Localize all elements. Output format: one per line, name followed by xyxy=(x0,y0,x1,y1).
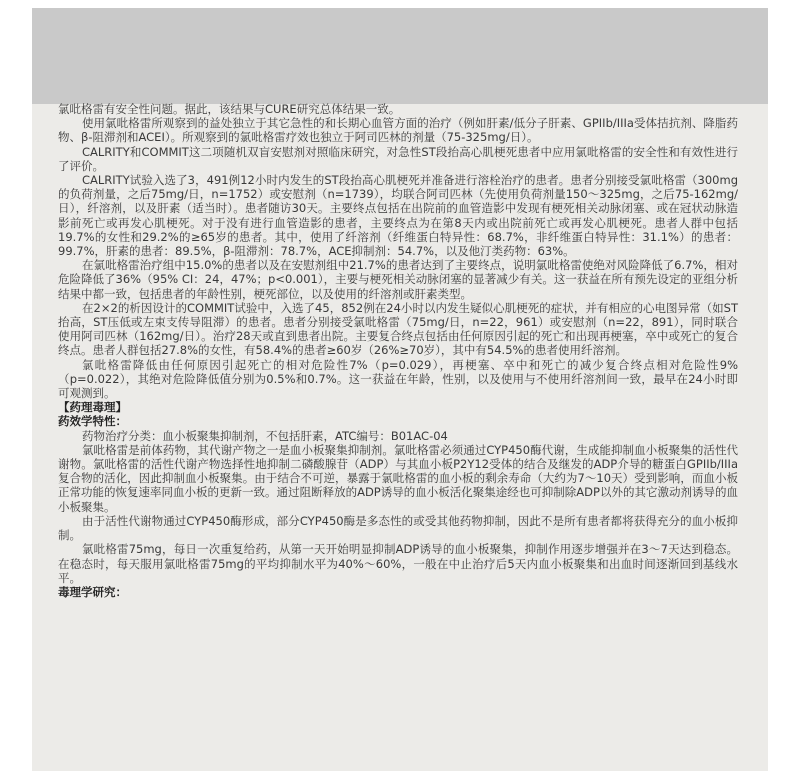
scan-shadow-band xyxy=(32,8,768,104)
section-heading: 【药理毒理】 xyxy=(58,400,127,415)
paragraph: 在氯吡格雷治疗组中15.0%的患者以及在安慰剂组中21.7%的患者达到了主要终点，说明氯吡格雷使绝对风险降低了6.7%，相对危险降低了36%（95% CI：24，47%；p<0.001），主要与梗死相关动脉闭塞的显著减少有关。这一获益在所有预先设定的亚组分析结果中都一致，包括患者的年龄性别，梗死部位，以及使用的纤溶剂或肝素类型。 xyxy=(58,258,738,301)
paragraph: 氯吡格雷有安全性问题。据此，该结果与CURE研究总体结果一致。 xyxy=(58,102,401,116)
paragraph: 氯吡格雷75mg，每日一次重复给药，从第一天开始明显抑制ADP诱导的血小板聚集，抑制作用逐步增强并在3～7天达到稳态。在稳态时，每天服用氯吡格雷75mg的平均抑制水平为40%～60%，一般在中止治疗后5天内血小板聚集和出血时间逐渐回到基线水平。 xyxy=(58,542,738,585)
paragraph: 使用氯吡格雷所观察到的益处独立于其它急性的和长期心血管方面的治疗（例如肝素/低分子肝素、GPIIb/IIIa受体拮抗剂、降脂药物、β-阻滞剂和ACEI）。所观察到的氯吡格雷疗效也独立于阿司匹林的剂量（75-325mg/日）。 xyxy=(58,116,738,145)
paragraph: 在2×2的析因设计的COMMIT试验中，入选了45，852例在24小时以内发生疑似心肌梗死的症状，并有相应的心电图异常（如ST抬高，ST压低或左束支传导阻滞）的患者。患者分别接受氯吡格雷（75mg/日，n=22，961）或安慰剂（n=22，891），同时联合使用阿司匹林（162mg/日）。治疗28天或直到患者出院。主要复合终点包括由任何原因引起的死亡和出现再梗塞，卒中或死亡的复合终点。患者人群包括27.8%的女性，有58.4%的患者≥60岁（26%≥70岁），其中有54.5%的患者使用纤溶剂。 xyxy=(58,300,738,358)
paragraph: 氯吡格雷降低由任何原因引起死亡的相对危险性7%（p=0.029），再梗塞、卒中和死亡的减少复合终点相对危险性9%（p=0.022），其绝对危险降低值分别为0.5%和0.7%。这一获益在年龄，性别，以及使用与不使用纤溶剂间一致，最早在24小时即可观测到。 xyxy=(58,357,738,401)
paragraph: 由于活性代谢物通过CYP450酶形成，部分CYP450酶是多态性的或受其他药物抑制，因此不是所有患者都将获得充分的血小板抑制。 xyxy=(58,513,738,543)
paragraph: 药物治疗分类：血小板聚集抑制剂，不包括肝素，ATC编号：B01AC-04 xyxy=(82,428,448,443)
paragraph: CALRITY和COMMIT这二项随机双盲安慰剂对照临床研究，对急性ST段抬高心肌梗死患者中应用氯吡格雷的安全性和有效性进行了评价。 xyxy=(58,144,738,173)
subsection-heading: 药效学特性： xyxy=(58,414,127,429)
document-body xyxy=(58,102,738,599)
paragraph: 氯吡格雷是前体药物，其代谢产物之一是血小板聚集抑制剂。氯吡格雷必须通过CYP450酶代谢，生成能抑制血小板聚集的活性代谢物。氯吡格雷的活性代谢产物选择性地抑制二磷酸腺苷（ADP）与其血小板P2Y12受体的结合及继发的ADP介导的糖蛋白GPIIb/IIIa复合物的活化，因此抑制血小板聚集。由于结合不可逆，暴露于氯吡格雷的血小板的剩余寿命（大约为7～10天）受到影响，而血小板正常功能的恢复速率同血小板的更新一致。通过阻断释放的ADP诱导的血小板活化聚集途经也可抑制除ADP以外的其它激动剂诱导的血小板聚集。 xyxy=(58,442,738,514)
subsection-heading: 毒理学研究： xyxy=(58,584,127,599)
paragraph: CALRITY试验入选了3，491例12小时内发生的ST段抬高心肌梗死并准备进行溶栓治疗的患者。患者分别接受氯吡格雷（300mg的负荷剂量，之后75mg/日，n=1752）或安慰剂（n=1739），均联合阿司匹林（先使用负荷剂量150～325mg，之后75-162mg/日），纤溶剂，以及肝素（适当时）。患者随访30天。主要终点包括在出院前的血管造影中发现有梗死相关动脉闭塞、或在冠状动脉造影前死亡或再发心肌梗死。对于没有进行血管造影的患者，主要终点为在第8天内或出院前死亡或再发心肌梗死。患者人群中包括19.7%的女性和29.2%的≥65岁的患者。其中，使用了纤溶剂（纤维蛋白特异性：68.7%，非纤维蛋白特异性：31.1%）的患者：99.7%，肝素的患者：89.5%，β-阻滞剂：78.7%，ACE抑制剂：54.7%，以及他汀类药物：63%。 xyxy=(58,173,738,259)
